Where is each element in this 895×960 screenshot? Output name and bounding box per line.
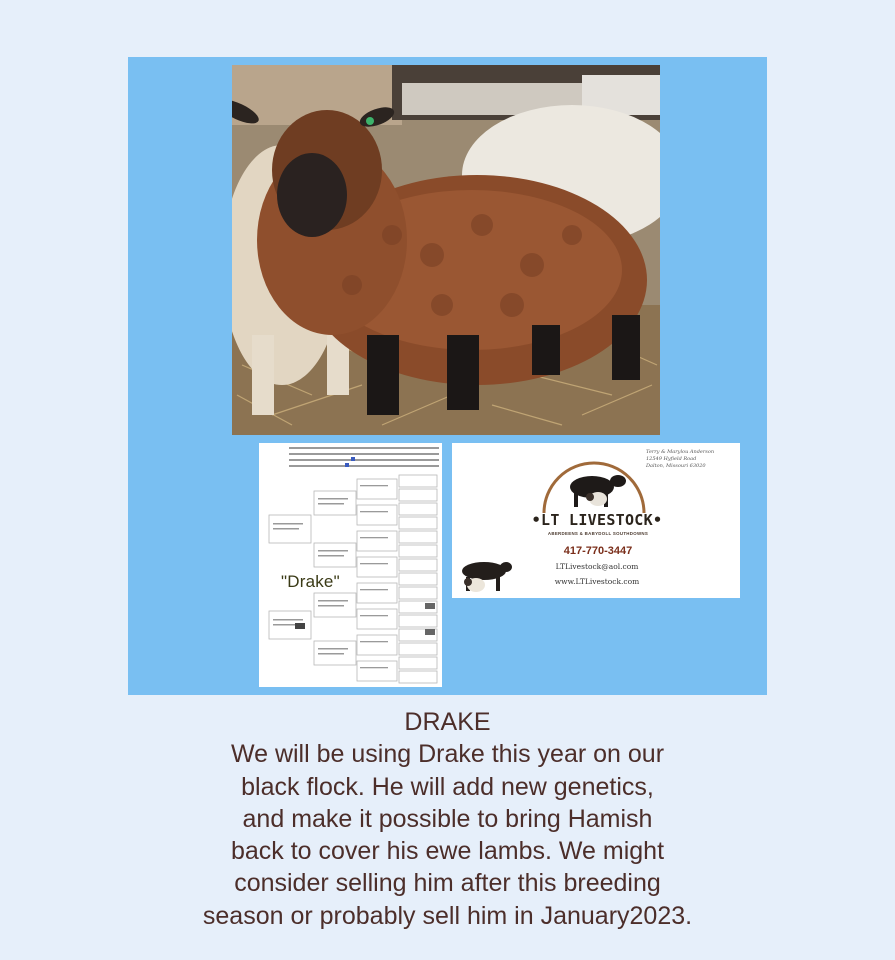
post-image[interactable]: [128, 57, 767, 695]
card-owner-line: Dalton, Missouri 63020: [646, 463, 706, 469]
caption-line: We will be using Drake this year on our: [230, 740, 665, 769]
pedigree-chart: [259, 443, 442, 687]
pedigree-tree-graphic: [259, 443, 442, 687]
card-brand-name: •LT LIVESTOCK•: [531, 511, 663, 529]
caption-line: consider selling him after this breeding: [234, 869, 661, 898]
card-owner-line: 12549 Hyfield Road: [646, 456, 697, 462]
ram-photo: [232, 65, 660, 435]
caption-line: season or probably sell him in January2023.: [202, 901, 693, 930]
card-tagline: ABERDEENS & BABYDOLL SOUTHDOWNS: [547, 531, 649, 536]
caption-title: DRAKE: [404, 708, 491, 736]
card-website: www.LTLivestock.com: [554, 577, 640, 586]
ram-photo-illustration: [232, 65, 660, 435]
card-owner-address: [646, 449, 728, 470]
caption-line: and make it possible to bring Hamish: [242, 804, 653, 833]
pedigree-animal-name: "Drake": [281, 572, 340, 591]
caption-line: black flock. He will add new genetics,: [241, 772, 654, 801]
caption-line: back to cover his ewe lambs. We might: [230, 837, 665, 866]
livestock-logo-icon: [534, 449, 654, 515]
post-caption: [0, 706, 895, 932]
business-card: [452, 443, 740, 598]
card-owner-line: Terry & Marylou Anderson: [646, 449, 715, 455]
card-email: LTLivestock@aol.com: [555, 562, 639, 571]
cow-and-sheep-icon: [452, 555, 512, 595]
card-phone: 417-770-3447: [563, 545, 633, 557]
